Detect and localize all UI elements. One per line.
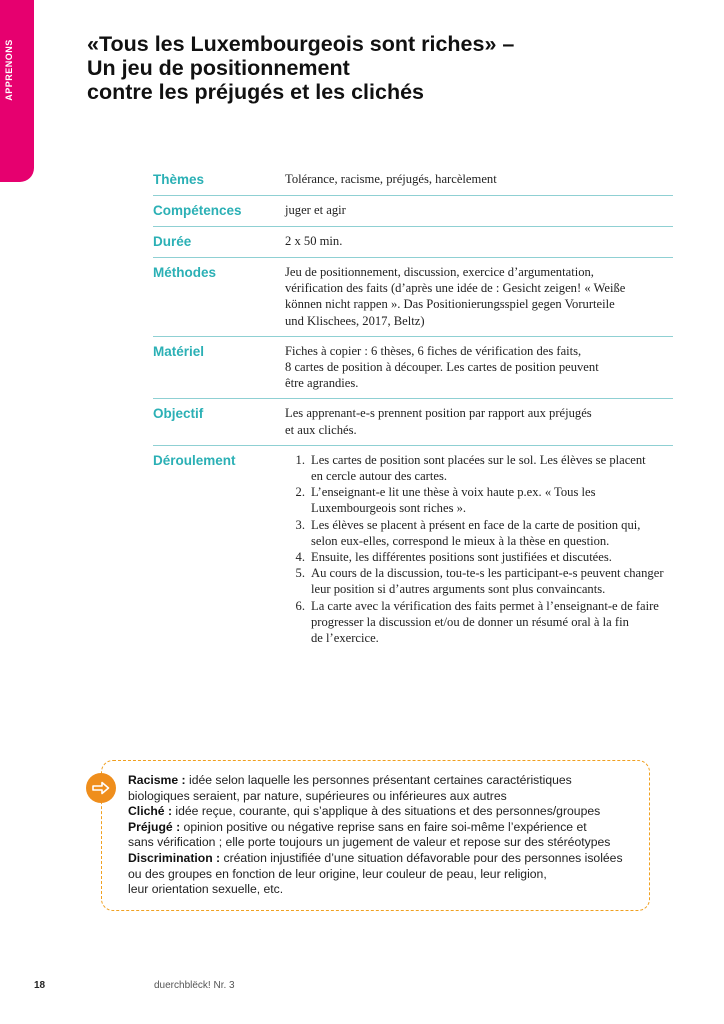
info-value <box>285 233 673 250</box>
info-value-line: Fiches à copier : 6 thèses, 6 fiches de vérification des faits, <box>285 343 582 358</box>
info-row-duree <box>153 227 673 258</box>
procedure-step <box>285 565 673 597</box>
info-value-line: und Klischees, 2017, Beltz) <box>285 313 425 328</box>
title-line: contre les préjugés et les clichés <box>87 80 424 104</box>
page-number: 18 <box>34 980 46 991</box>
step-text-line: Luxembourgeois sont riches ». <box>311 501 467 516</box>
info-value-line: 8 cartes de position à découper. Les cartes de position peuvent <box>285 360 599 375</box>
step-number: 6. <box>295 598 305 613</box>
step-text-line: Les cartes de position sont placées sur le sol. Les élèves se placent <box>311 452 646 467</box>
step-text <box>311 517 640 549</box>
step-text-line: L’enseignant-e lit une thèse à voix haute p.ex. « Tous les <box>311 485 596 500</box>
definition-line: leur orientation sexuelle, etc. <box>128 882 284 897</box>
info-value-line: être agrandies. <box>285 376 359 391</box>
info-value-line: Les apprenant-e-s prennent position par rapport aux préjugés <box>285 406 592 421</box>
procedure-step <box>285 484 673 516</box>
definition-prejuge <box>128 820 648 836</box>
step-number: 4. <box>295 550 305 565</box>
page-title <box>87 32 647 104</box>
info-label: Durée <box>153 234 192 249</box>
info-value-line: vérification des faits (d’après une idée de : Gesicht zeigen! « Weiße <box>285 281 626 296</box>
info-value-line: Jeu de positionnement, discussion, exercice d’argumentation, <box>285 265 594 279</box>
info-row-methodes <box>153 258 673 337</box>
info-value-line: Tolérance, racisme, préjugés, harcèlement <box>285 172 497 186</box>
step-text-line: La carte avec la vérification des faits permet à l’enseignant-e de faire <box>311 598 659 613</box>
info-value <box>285 405 673 437</box>
step-number: 1. <box>295 452 305 467</box>
step-text <box>311 452 646 484</box>
definition-racisme <box>128 773 648 789</box>
step-text <box>311 598 659 647</box>
info-value-line: et aux clichés. <box>285 422 357 437</box>
step-text-line: Au cours de la discussion, tou-te-s les participant-e-s peuvent changer <box>311 566 664 581</box>
info-value <box>285 343 673 392</box>
info-row-objectif <box>153 399 673 445</box>
step-text <box>311 549 612 565</box>
definition-line: biologiques seraient, par nature, supérieures ou inférieures aux autres <box>128 788 507 803</box>
info-value-line: 2 x 50 min. <box>285 234 343 248</box>
info-row-materiel <box>153 337 673 400</box>
activity-info-table <box>153 165 673 653</box>
info-value-line: können nicht rappen ». Das Positionierungsspiel gegen Vorurteile <box>285 297 615 312</box>
info-row-competences <box>153 196 673 227</box>
info-row-themes <box>153 165 673 196</box>
definition-body: idée selon laquelle les personnes présentant certaines caractéristiques <box>185 773 572 787</box>
step-text <box>311 565 664 597</box>
magazine-name: duerchblëck! Nr. 3 <box>154 980 235 991</box>
info-value <box>285 171 673 188</box>
info-value <box>285 202 673 219</box>
info-label: Thèmes <box>153 172 205 187</box>
info-value <box>285 264 673 329</box>
info-label: Matériel <box>153 343 205 359</box>
definition-body: idée reçue, courante, qui s’applique à des situations et des personnes/groupes <box>172 804 601 819</box>
definition-term: Cliché : <box>128 804 173 819</box>
step-number: 2. <box>295 485 305 500</box>
definition-line: ou des groupes en fonction de leur origine, leur couleur de peau, leur religion, <box>128 866 547 881</box>
definition-term: Racisme : <box>128 773 186 787</box>
step-text-line: progresser la discussion et/ou de donner un résumé oral à la fin <box>311 614 629 629</box>
section-tab-label: APPRENONS <box>4 39 14 101</box>
step-text-line: Ensuite, les différentes positions sont justifiées et discutées. <box>311 550 612 565</box>
definition-line: sans vérification ; elle porte toujours un jugement de valeur et repose sur des stéréotypes <box>128 835 611 850</box>
step-text-line: en cercle autour des cartes. <box>311 469 448 484</box>
definition-body: opinion positive ou négative reprise sans en faire soi-même l’expérience et <box>180 819 587 834</box>
info-row-deroulement <box>153 446 673 653</box>
step-text-line: de l’exercice. <box>311 631 379 646</box>
procedure-step <box>285 598 673 647</box>
definition-discrimination <box>128 851 648 867</box>
definition-term: Discrimination : <box>128 850 221 865</box>
info-label: Méthodes <box>153 265 217 280</box>
title-line: Un jeu de positionnement <box>87 56 350 80</box>
step-number: 5. <box>295 566 305 581</box>
definitions-text <box>128 773 648 898</box>
definition-cliche <box>128 804 648 820</box>
arrow-right-icon <box>86 773 116 803</box>
info-label: Compétences <box>153 203 242 218</box>
step-text-line: selon eux-elles, correspond le mieux à la thèse en question. <box>311 533 610 548</box>
procedure-step <box>285 549 673 565</box>
section-tab <box>0 0 34 182</box>
procedure-step <box>285 517 673 549</box>
step-text <box>311 484 596 516</box>
procedure-step <box>285 452 673 484</box>
definition-body: création injustifiée d’une situation défavorable pour des personnes isolées <box>220 850 623 865</box>
step-text-line: Les élèves se placent à présent en face de la carte de position qui, <box>311 517 641 532</box>
info-value <box>285 452 673 646</box>
title-line: «Tous les Luxembourgeois sont riches» – <box>87 32 515 56</box>
procedure-steps <box>285 452 673 646</box>
definition-term: Préjugé : <box>128 819 181 834</box>
step-text-line: leur position si d’autres arguments sont plus convaincants. <box>311 582 606 597</box>
info-label: Objectif <box>153 406 204 422</box>
info-label: Déroulement <box>153 452 236 468</box>
step-number: 3. <box>295 517 305 532</box>
info-value-line: juger et agir <box>285 203 346 217</box>
